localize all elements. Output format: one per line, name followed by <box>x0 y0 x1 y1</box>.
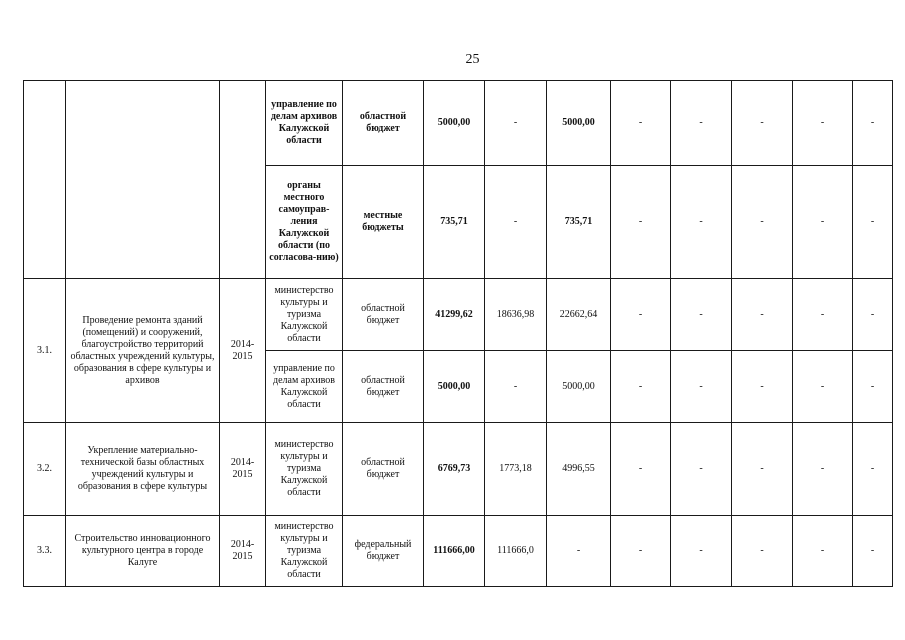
executor-cell: органы местного самоуправ-ления Калужской области (по согласова-нию) <box>266 166 343 279</box>
amount-2015-cell: 5000,00 <box>547 81 611 166</box>
row-number-cell: 3.3. <box>24 516 66 587</box>
empty-cell: - <box>793 516 853 587</box>
empty-cell: - <box>853 423 893 516</box>
period-cell: 2014-2015 <box>220 279 266 423</box>
empty-cell: - <box>671 81 732 166</box>
period-cell: 2014-2015 <box>220 516 266 587</box>
funding-source-cell: областной бюджет <box>343 351 424 423</box>
total-amount-cell: 41299,62 <box>424 279 485 351</box>
executor-cell: министерство культуры и туризма Калужской области <box>266 423 343 516</box>
measure-name-cell: Строительство инновационного культурного центра в городе Калуге <box>66 516 220 587</box>
row-number-cell <box>24 81 66 279</box>
empty-cell: - <box>671 166 732 279</box>
page-number: 25 <box>465 52 480 67</box>
executor-cell: министерство культуры и туризма Калужской области <box>266 279 343 351</box>
amount-2014-cell: - <box>485 166 547 279</box>
total-amount-cell: 735,71 <box>424 166 485 279</box>
amount-2014-cell: - <box>485 351 547 423</box>
table-row <box>24 279 893 351</box>
empty-cell: - <box>853 516 893 587</box>
measure-name-cell: Укрепление материально-технической базы областных учреждений культуры и образования в сфере культуры <box>66 423 220 516</box>
row-number-cell: 3.2. <box>24 423 66 516</box>
empty-cell: - <box>671 516 732 587</box>
funding-source-cell: областной бюджет <box>343 423 424 516</box>
total-amount-cell: 5000,00 <box>424 351 485 423</box>
amount-2015-cell: 4996,55 <box>547 423 611 516</box>
amount-2014-cell: 1773,18 <box>485 423 547 516</box>
row-number-cell: 3.1. <box>24 279 66 423</box>
executor-cell: управление по делам архивов Калужской области <box>266 81 343 166</box>
empty-cell: - <box>793 166 853 279</box>
total-amount-cell: 111666,00 <box>424 516 485 587</box>
measure-name-cell <box>66 81 220 279</box>
amount-2014-cell: 111666,0 <box>485 516 547 587</box>
amount-2015-cell: 22662,64 <box>547 279 611 351</box>
executor-cell: министерство культуры и туризма Калужской области <box>266 516 343 587</box>
empty-cell: - <box>793 423 853 516</box>
amount-2015-cell: 735,71 <box>547 166 611 279</box>
empty-cell: - <box>732 351 793 423</box>
empty-cell: - <box>793 351 853 423</box>
amount-2015-cell: - <box>547 516 611 587</box>
funding-source-cell: областной бюджет <box>343 279 424 351</box>
empty-cell: - <box>611 516 671 587</box>
amount-2014-cell: - <box>485 81 547 166</box>
empty-cell: - <box>793 81 853 166</box>
empty-cell: - <box>611 279 671 351</box>
empty-cell: - <box>611 81 671 166</box>
empty-cell: - <box>853 81 893 166</box>
empty-cell: - <box>671 279 732 351</box>
funding-source-cell: местные бюджеты <box>343 166 424 279</box>
empty-cell: - <box>611 351 671 423</box>
funding-source-cell: федеральный бюджет <box>343 516 424 587</box>
budget-table <box>23 80 893 587</box>
period-cell: 2014-2015 <box>220 423 266 516</box>
table-row <box>24 516 893 587</box>
table-row <box>24 81 893 166</box>
empty-cell: - <box>732 516 793 587</box>
empty-cell: - <box>671 423 732 516</box>
empty-cell: - <box>853 279 893 351</box>
empty-cell: - <box>732 279 793 351</box>
empty-cell: - <box>853 351 893 423</box>
empty-cell: - <box>611 423 671 516</box>
executor-cell: управление по делам архивов Калужской области <box>266 351 343 423</box>
total-amount-cell: 6769,73 <box>424 423 485 516</box>
table-row <box>24 423 893 516</box>
empty-cell: - <box>732 81 793 166</box>
empty-cell: - <box>671 351 732 423</box>
amount-2015-cell: 5000,00 <box>547 351 611 423</box>
empty-cell: - <box>611 166 671 279</box>
amount-2014-cell: 18636,98 <box>485 279 547 351</box>
empty-cell: - <box>853 166 893 279</box>
measure-name-cell: Проведение ремонта зданий (помещений) и сооружений, благоустройство территорий областных учреждений культуры, образования в сфере культуры и архивов <box>66 279 220 423</box>
period-cell <box>220 81 266 279</box>
empty-cell: - <box>793 279 853 351</box>
total-amount-cell: 5000,00 <box>424 81 485 166</box>
empty-cell: - <box>732 423 793 516</box>
empty-cell: - <box>732 166 793 279</box>
funding-source-cell: областной бюджет <box>343 81 424 166</box>
